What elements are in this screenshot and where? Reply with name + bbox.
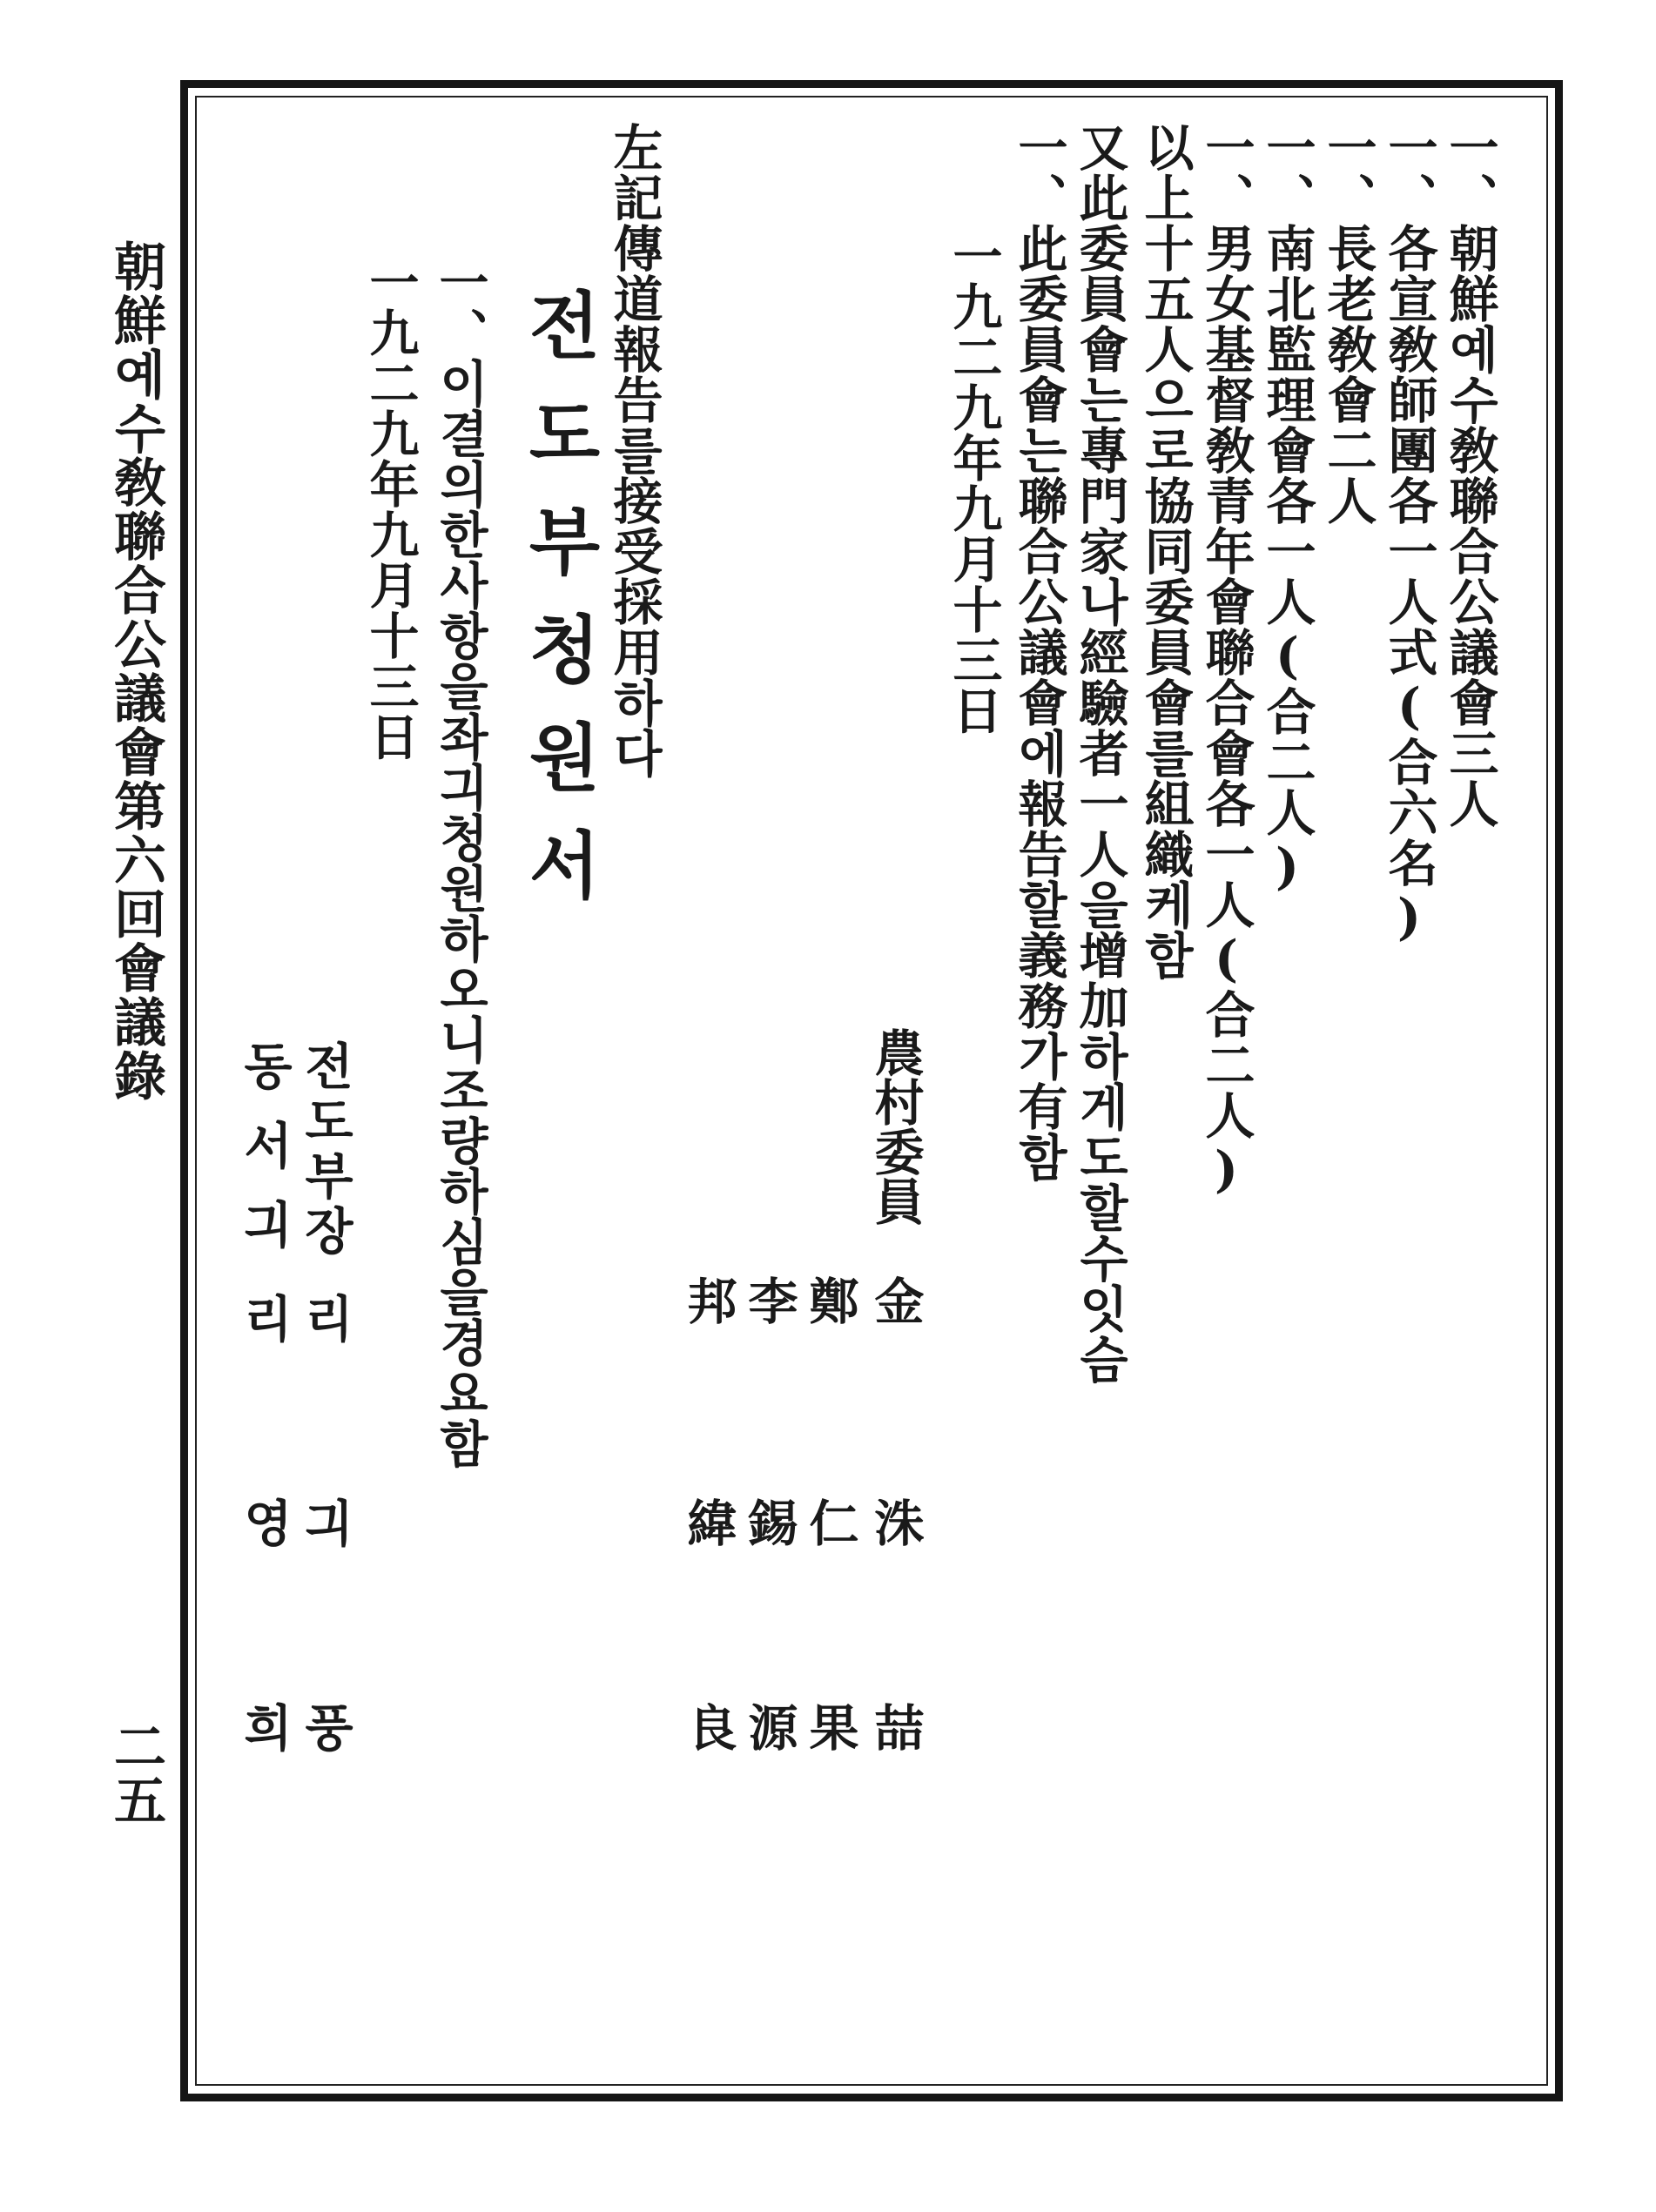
member-2-surname: 鄭 [801,1275,859,1325]
member-2-given2: 果 [801,1702,859,1751]
petition-request: 一、이결의한사항을좌긔청원하오니조량하심을경요함 [431,257,489,1469]
member-3-surname: 李 [740,1275,798,1325]
committee-item-4: 一、南北監理會各一人(合二人) [1258,122,1316,897]
signer-1-name-1: 리 [296,1293,354,1342]
signer-2-name-3: 희 [235,1702,293,1751]
member-4-surname: 邦 [679,1275,737,1325]
signer-2-role: 동서긔 [235,1040,293,1278]
member-2-given1: 仁 [801,1497,859,1547]
signer-1-name-2: 긔 [296,1497,354,1547]
member-1-given1: 洙 [866,1497,925,1547]
committee-label: 農村委員 [866,1027,925,1226]
signer-2-name-1: 리 [235,1293,293,1342]
member-4-given1: 緯 [679,1497,737,1547]
member-1-given2: 喆 [866,1702,925,1751]
committee-duty: 一、此委員會는聯合公議會에報告할義務가有함 [1010,122,1068,1182]
committee-summary: 以上十五人으로協同委員會를組織케함 [1136,122,1195,980]
running-title: 朝鮮예수敎聯合公議會第六回會議錄 [105,239,166,1103]
adoption-line: 左記傳道報告를接受採用하다 [605,122,663,778]
member-4-given2: 良 [679,1702,737,1751]
committee-date: 一九二九年九月十三日 [945,231,1003,736]
committee-note: 又此委員會는專門家나經驗者一人을增加하게도할수잇슴 [1071,122,1129,1384]
member-3-given2: 源 [740,1702,798,1751]
signer-1-role: 전도부장 [296,1040,354,1260]
page-number: 二五 [105,1719,166,1827]
committee-item-3: 一、長老敎會二人 [1319,122,1377,526]
committee-item-5: 一、男女基督敎青年會聯合會各一人(合二人) [1197,122,1255,1200]
signer-2-name-2: 영 [235,1497,293,1547]
petition-date: 一九二九年九月十三日 [361,257,420,762]
signer-1-name-3: 풍 [296,1702,354,1751]
member-1-surname: 金 [866,1275,925,1325]
committee-item-1: 一、朝鮮예수敎聯合公議會三人 [1441,122,1499,829]
member-3-given1: 錫 [740,1497,798,1547]
petition-title: 전도부청원서 [516,287,602,935]
committee-item-2: 一、各宣敎師團各一人式(合六名) [1380,122,1438,947]
